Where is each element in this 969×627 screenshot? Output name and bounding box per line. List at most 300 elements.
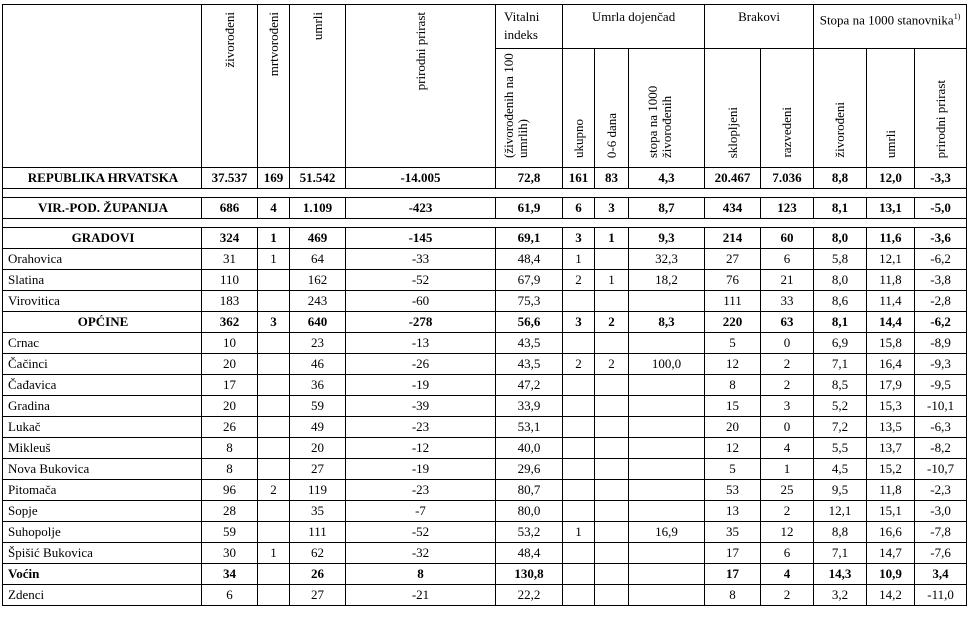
cell-value (595, 585, 629, 606)
cell-value: 69,1 (496, 228, 563, 249)
cell-value: 61,9 (496, 198, 563, 219)
cell-value (563, 543, 595, 564)
separator-cell (761, 219, 814, 228)
separator-cell (258, 189, 290, 198)
cell-value: 123 (761, 198, 814, 219)
cell-value: 1 (258, 543, 290, 564)
cell-value: 14,4 (867, 312, 915, 333)
cell-value (595, 249, 629, 270)
cell-value: 17 (705, 564, 761, 585)
cell-value: 16,9 (629, 522, 705, 543)
separator-cell (563, 189, 595, 198)
cell-value: 36 (290, 375, 346, 396)
cell-value: 53 (705, 480, 761, 501)
cell-value: 161 (563, 168, 595, 189)
table-row (3, 501, 967, 522)
cell-value: -60 (346, 291, 496, 312)
table-row (3, 543, 967, 564)
cell-value: 183 (202, 291, 258, 312)
cell-value: 6 (761, 543, 814, 564)
cell-value (629, 480, 705, 501)
cell-value: -2,8 (915, 291, 967, 312)
table-row (3, 564, 967, 585)
cell-value: 12 (705, 354, 761, 375)
cell-value: 9,3 (629, 228, 705, 249)
cell-value: 640 (290, 312, 346, 333)
cell-value (595, 501, 629, 522)
cell-value: 59 (202, 522, 258, 543)
separator-cell (496, 219, 563, 228)
table-body (3, 168, 967, 606)
header-zivorodeni: živorođeni (202, 5, 258, 168)
cell-value: 67,9 (496, 270, 563, 291)
cell-value: -32 (346, 543, 496, 564)
cell-value: 53,2 (496, 522, 563, 543)
cell-value: 3 (563, 228, 595, 249)
cell-value: 16,4 (867, 354, 915, 375)
cell-value: 10,9 (867, 564, 915, 585)
cell-value: 1 (595, 228, 629, 249)
table-row (3, 459, 967, 480)
cell-value: -52 (346, 270, 496, 291)
table-row (3, 291, 967, 312)
cell-value: 8,1 (814, 198, 867, 219)
cell-value: 15 (705, 396, 761, 417)
separator-cell (867, 189, 915, 198)
header-0-6-dana: 0-6 dana (595, 49, 629, 168)
cell-value: 8,0 (814, 270, 867, 291)
cell-value (563, 291, 595, 312)
cell-value (629, 459, 705, 480)
cell-value (258, 564, 290, 585)
cell-value (563, 480, 595, 501)
cell-value: 28 (202, 501, 258, 522)
header-prirodni-prirast: prirodni prirast (346, 5, 496, 168)
cell-value: -23 (346, 417, 496, 438)
cell-value: 23 (290, 333, 346, 354)
table-row (3, 333, 967, 354)
cell-value (595, 522, 629, 543)
cell-value: -145 (346, 228, 496, 249)
cell-value: -3,6 (915, 228, 967, 249)
cell-value: 3 (595, 198, 629, 219)
cell-value: 10 (202, 333, 258, 354)
header-vitalni-sub: (živorođenih na 100 umrlih) (496, 49, 563, 168)
row-label: Suhopolje (3, 522, 202, 543)
cell-value: -3,8 (915, 270, 967, 291)
cell-value: 8 (202, 459, 258, 480)
cell-value: 1 (563, 522, 595, 543)
cell-value: 43,5 (496, 354, 563, 375)
cell-value: -11,0 (915, 585, 967, 606)
cell-value: 7,2 (814, 417, 867, 438)
separator-cell (915, 189, 967, 198)
separator-cell (258, 219, 290, 228)
cell-value: 14,2 (867, 585, 915, 606)
cell-value (563, 375, 595, 396)
cell-value (595, 564, 629, 585)
table-row (3, 312, 967, 333)
cell-value: 83 (595, 168, 629, 189)
row-label: Čačinci (3, 354, 202, 375)
cell-value: 56,6 (496, 312, 563, 333)
cell-value (595, 480, 629, 501)
cell-value (595, 396, 629, 417)
cell-value: 20 (202, 354, 258, 375)
cell-value: 64 (290, 249, 346, 270)
table-row (3, 198, 967, 219)
header-ukupno: ukupno (563, 49, 595, 168)
cell-value: 13 (705, 501, 761, 522)
cell-value: 8,8 (814, 168, 867, 189)
header-row-groups (3, 5, 967, 49)
cell-value: 1 (761, 459, 814, 480)
cell-value: -39 (346, 396, 496, 417)
cell-value: -8,2 (915, 438, 967, 459)
cell-value: 76 (705, 270, 761, 291)
table-row (3, 585, 967, 606)
cell-value (629, 291, 705, 312)
cell-value (629, 396, 705, 417)
header-umrla-dojencad: Umrla dojenčad (563, 5, 705, 49)
cell-value: 5 (705, 459, 761, 480)
cell-value (629, 564, 705, 585)
cell-value: 5,5 (814, 438, 867, 459)
cell-value: 4,5 (814, 459, 867, 480)
table-row (3, 396, 967, 417)
cell-value: 47,2 (496, 375, 563, 396)
cell-value: 14,3 (814, 564, 867, 585)
cell-value: 27 (705, 249, 761, 270)
cell-value (629, 333, 705, 354)
cell-value: 3 (258, 312, 290, 333)
separator-cell (705, 189, 761, 198)
cell-value: 6,9 (814, 333, 867, 354)
cell-value: -3,0 (915, 501, 967, 522)
row-label: Špišić Bukovica (3, 543, 202, 564)
row-label: Pitomača (3, 480, 202, 501)
cell-value: 35 (705, 522, 761, 543)
row-label: Gradina (3, 396, 202, 417)
cell-value: 220 (705, 312, 761, 333)
cell-value: 324 (202, 228, 258, 249)
cell-value: 434 (705, 198, 761, 219)
table-row (3, 480, 967, 501)
cell-value: 2 (258, 480, 290, 501)
separator-cell (346, 189, 496, 198)
cell-value (563, 585, 595, 606)
cell-value: -26 (346, 354, 496, 375)
cell-value: 13,7 (867, 438, 915, 459)
cell-value: 34 (202, 564, 258, 585)
separator-cell (346, 219, 496, 228)
row-label: Crnac (3, 333, 202, 354)
cell-value: -14.005 (346, 168, 496, 189)
cell-value: 4 (258, 198, 290, 219)
cell-value: -10,1 (915, 396, 967, 417)
header-umrli: umrli (290, 5, 346, 168)
separator-cell (761, 189, 814, 198)
cell-value: 8 (346, 564, 496, 585)
vital-statistics-table (2, 4, 967, 606)
cell-value: 63 (761, 312, 814, 333)
cell-value: 214 (705, 228, 761, 249)
header-razvedeni: razvedeni (761, 49, 814, 168)
row-label: Lukač (3, 417, 202, 438)
cell-value: 8,1 (814, 312, 867, 333)
cell-value: -3,3 (915, 168, 967, 189)
row-label: Mikleuš (3, 438, 202, 459)
row-label: VIR.-POD. ŽUPANIJA (3, 198, 202, 219)
cell-value: 1 (563, 249, 595, 270)
cell-value: 8 (705, 375, 761, 396)
separator-cell (867, 219, 915, 228)
cell-value: 362 (202, 312, 258, 333)
cell-value: -21 (346, 585, 496, 606)
cell-value: 17 (202, 375, 258, 396)
cell-value: 4 (761, 564, 814, 585)
cell-value: 12,1 (867, 249, 915, 270)
header-stopa: Stopa na 1000 stanovnika$^{1)}$ (814, 5, 967, 49)
cell-value: 21 (761, 270, 814, 291)
cell-value: 1 (258, 249, 290, 270)
table-row (3, 270, 967, 291)
separator-cell (496, 189, 563, 198)
cell-value: 100,0 (629, 354, 705, 375)
cell-value: 3,2 (814, 585, 867, 606)
cell-value: 3 (563, 312, 595, 333)
cell-value: -12 (346, 438, 496, 459)
cell-value (563, 438, 595, 459)
cell-value: -33 (346, 249, 496, 270)
separator-cell (563, 219, 595, 228)
cell-value: -6,2 (915, 312, 967, 333)
cell-value: 15,2 (867, 459, 915, 480)
separator-row (3, 219, 967, 228)
separator-cell (705, 219, 761, 228)
cell-value: 11,8 (867, 270, 915, 291)
cell-value: 15,3 (867, 396, 915, 417)
cell-value (258, 291, 290, 312)
cell-value: 2 (563, 354, 595, 375)
cell-value: 119 (290, 480, 346, 501)
cell-value: 13,5 (867, 417, 915, 438)
cell-value (563, 333, 595, 354)
cell-value: 2 (761, 585, 814, 606)
cell-value: 49 (290, 417, 346, 438)
cell-value: 1 (595, 270, 629, 291)
cell-value: -6,3 (915, 417, 967, 438)
separator-cell (814, 219, 867, 228)
cell-value (595, 417, 629, 438)
separator-cell (629, 189, 705, 198)
row-label: Slatina (3, 270, 202, 291)
cell-value (629, 375, 705, 396)
cell-value (629, 501, 705, 522)
separator-cell (595, 189, 629, 198)
cell-value: 2 (563, 270, 595, 291)
cell-value (258, 417, 290, 438)
cell-value: 12 (761, 522, 814, 543)
cell-value: 37.537 (202, 168, 258, 189)
row-label: Sopje (3, 501, 202, 522)
cell-value: 32,3 (629, 249, 705, 270)
row-label: Voćin (3, 564, 202, 585)
table-row (3, 375, 967, 396)
cell-value (258, 396, 290, 417)
cell-value: 6 (761, 249, 814, 270)
row-label: GRADOVI (3, 228, 202, 249)
cell-value: 20.467 (705, 168, 761, 189)
cell-value: -7,6 (915, 543, 967, 564)
separator-cell (595, 219, 629, 228)
cell-value: 26 (202, 417, 258, 438)
cell-value: 43,5 (496, 333, 563, 354)
cell-value: -5,0 (915, 198, 967, 219)
cell-value: -10,7 (915, 459, 967, 480)
cell-value: 20 (202, 396, 258, 417)
cell-value: 29,6 (496, 459, 563, 480)
cell-value (629, 543, 705, 564)
cell-value: 33 (761, 291, 814, 312)
cell-value (595, 543, 629, 564)
cell-value (595, 333, 629, 354)
cell-value: 35 (290, 501, 346, 522)
cell-value: 30 (202, 543, 258, 564)
cell-value: -19 (346, 375, 496, 396)
separator-cell (3, 219, 202, 228)
header-stopa-umrli: umrli (867, 49, 915, 168)
separator-cell (915, 219, 967, 228)
cell-value: 130,8 (496, 564, 563, 585)
cell-value (258, 354, 290, 375)
cell-value: 8 (202, 438, 258, 459)
cell-value: -8,9 (915, 333, 967, 354)
cell-value: 686 (202, 198, 258, 219)
cell-value (563, 564, 595, 585)
cell-value (258, 522, 290, 543)
table-row (3, 417, 967, 438)
cell-value: 20 (705, 417, 761, 438)
cell-value: 8,5 (814, 375, 867, 396)
cell-value: 0 (761, 417, 814, 438)
separator-row (3, 189, 967, 198)
cell-value: 18,2 (629, 270, 705, 291)
cell-value: 53,1 (496, 417, 563, 438)
row-label: Zdenci (3, 585, 202, 606)
table-wrapper (2, 4, 969, 606)
cell-value: 2 (761, 501, 814, 522)
cell-value: 7,1 (814, 543, 867, 564)
cell-value: -7 (346, 501, 496, 522)
cell-value: -278 (346, 312, 496, 333)
cell-value: 27 (290, 585, 346, 606)
cell-value: 8,7 (629, 198, 705, 219)
cell-value (258, 270, 290, 291)
cell-value: 7.036 (761, 168, 814, 189)
cell-value (258, 501, 290, 522)
cell-value: 40,0 (496, 438, 563, 459)
separator-cell (814, 189, 867, 198)
cell-value: 26 (290, 564, 346, 585)
cell-value: -423 (346, 198, 496, 219)
cell-value: -13 (346, 333, 496, 354)
cell-value: -6,2 (915, 249, 967, 270)
cell-value: 2 (595, 312, 629, 333)
cell-value: 469 (290, 228, 346, 249)
cell-value: 2 (595, 354, 629, 375)
header-brakovi: Brakovi (705, 5, 814, 49)
cell-value: 31 (202, 249, 258, 270)
cell-value: 110 (202, 270, 258, 291)
cell-value: 27 (290, 459, 346, 480)
header-stopa-zivorodeni: živorođeni (814, 49, 867, 168)
cell-value (595, 375, 629, 396)
cell-value (595, 459, 629, 480)
cell-value (563, 417, 595, 438)
cell-value (629, 438, 705, 459)
cell-value: 12,1 (814, 501, 867, 522)
cell-value: 12 (705, 438, 761, 459)
cell-value: -2,3 (915, 480, 967, 501)
cell-value (258, 438, 290, 459)
row-label: OPĆINE (3, 312, 202, 333)
table-row (3, 249, 967, 270)
header-sklopljeni: sklopljeni (705, 49, 761, 168)
cell-value: 12,0 (867, 168, 915, 189)
cell-value: 6 (202, 585, 258, 606)
cell-value (595, 291, 629, 312)
cell-value: 17 (705, 543, 761, 564)
cell-value: 60 (761, 228, 814, 249)
cell-value (563, 501, 595, 522)
cell-value: 11,6 (867, 228, 915, 249)
header-name-column (3, 5, 202, 168)
cell-value (258, 333, 290, 354)
separator-cell (290, 189, 346, 198)
row-label: Orahovica (3, 249, 202, 270)
cell-value: 20 (290, 438, 346, 459)
cell-value: 16,6 (867, 522, 915, 543)
row-label: Čađavica (3, 375, 202, 396)
cell-value: 1 (258, 228, 290, 249)
separator-cell (202, 219, 258, 228)
cell-value: 2 (761, 354, 814, 375)
cell-value: 33,9 (496, 396, 563, 417)
cell-value: 46 (290, 354, 346, 375)
cell-value: 7,1 (814, 354, 867, 375)
separator-cell (290, 219, 346, 228)
cell-value: -23 (346, 480, 496, 501)
cell-value: 72,8 (496, 168, 563, 189)
separator-cell (3, 189, 202, 198)
cell-value: 111 (290, 522, 346, 543)
cell-value: -9,3 (915, 354, 967, 375)
cell-value: -52 (346, 522, 496, 543)
cell-value: 8,8 (814, 522, 867, 543)
cell-value: 8,6 (814, 291, 867, 312)
table-row (3, 354, 967, 375)
cell-value: 22,2 (496, 585, 563, 606)
cell-value (629, 585, 705, 606)
cell-value: 3,4 (915, 564, 967, 585)
cell-value: 0 (761, 333, 814, 354)
cell-value: 48,4 (496, 543, 563, 564)
cell-value: 62 (290, 543, 346, 564)
cell-value: -7,8 (915, 522, 967, 543)
cell-value: 3 (761, 396, 814, 417)
cell-value: 111 (705, 291, 761, 312)
